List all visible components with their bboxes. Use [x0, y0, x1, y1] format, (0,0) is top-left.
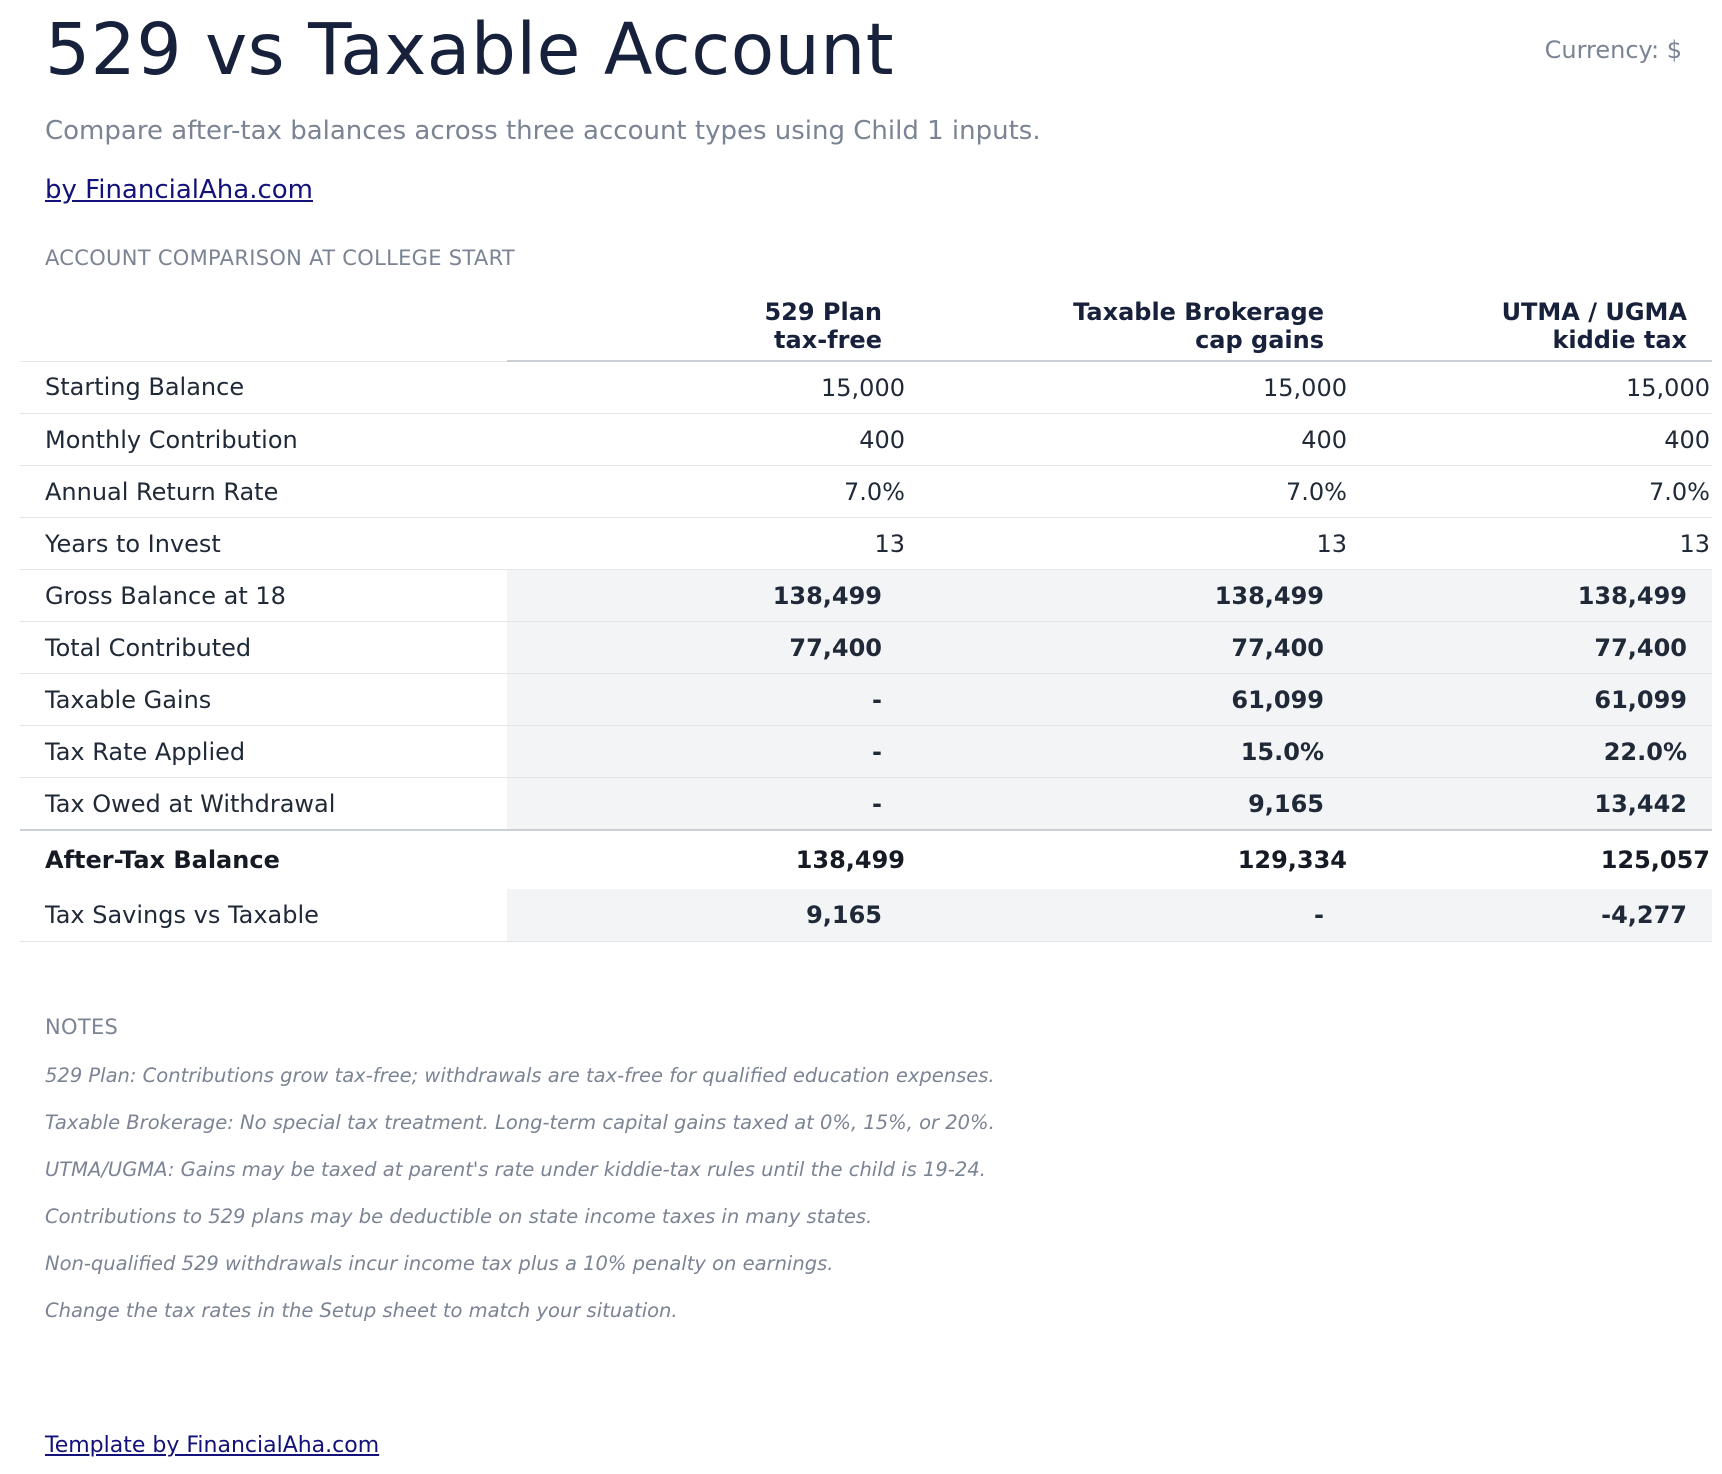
table-row-starting-balance	[20, 361, 1712, 414]
column-header-name: UTMA / UGMA	[1501, 298, 1687, 326]
row-label: Taxable Gains	[20, 674, 507, 726]
total-cell: 125,057	[1349, 830, 1712, 889]
calculated-cell: 138,499	[507, 570, 907, 622]
column-header-529	[507, 290, 907, 361]
row-label: After-Tax Balance	[20, 830, 507, 889]
row-label: Monthly Contribution	[20, 414, 507, 466]
column-header-utma	[1349, 290, 1712, 361]
calculated-cell: 77,400	[907, 622, 1349, 674]
table-row-total-contributed	[20, 622, 1712, 674]
input-cell[interactable]: 7.0%	[1349, 466, 1712, 518]
input-cell[interactable]: 15,000	[1349, 361, 1712, 414]
calculated-cell: 138,499	[907, 570, 1349, 622]
total-cell: 129,334	[907, 830, 1349, 889]
table-row-tax-rate-applied	[20, 726, 1712, 778]
calculated-cell: -4,277	[1349, 889, 1712, 942]
input-cell[interactable]: 400	[1349, 414, 1712, 466]
header-blank-cell	[20, 290, 507, 361]
row-label: Starting Balance	[20, 361, 507, 414]
row-label: Gross Balance at 18	[20, 570, 507, 622]
footer-link[interactable]: Template by FinancialAha.com	[45, 1433, 380, 1458]
column-header-name: 529 Plan	[764, 298, 882, 326]
calculated-cell: 61,099	[1349, 674, 1712, 726]
input-cell[interactable]: 400	[907, 414, 1349, 466]
note-item: UTMA/UGMA: Gains may be taxed at parent's rate under kiddie-tax rules until the child is 19-24.	[45, 1158, 986, 1181]
input-cell[interactable]: 15,000	[507, 361, 907, 414]
table-row-after-tax-balance	[20, 830, 1712, 889]
calculated-cell: -	[507, 674, 907, 726]
table-row-gross-balance	[20, 570, 1712, 622]
section-label-comparison: ACCOUNT COMPARISON AT COLLEGE START	[45, 246, 516, 270]
table-row-tax-owed	[20, 778, 1712, 831]
total-cell: 138,499	[507, 830, 907, 889]
table-row-monthly-contribution	[20, 414, 1712, 466]
section-label-notes: NOTES	[45, 1015, 119, 1039]
calculated-cell: 77,400	[507, 622, 907, 674]
table-header-row	[20, 290, 1712, 361]
calculated-cell: -	[507, 778, 907, 831]
note-item: 529 Plan: Contributions grow tax-free; withdrawals are tax-free for qualified education expenses.	[45, 1064, 995, 1087]
table-row-annual-return-rate	[20, 466, 1712, 518]
brand-link[interactable]: by FinancialAha.com	[45, 175, 313, 205]
calculated-cell: 77,400	[1349, 622, 1712, 674]
column-header-sub: cap gains	[1195, 326, 1324, 354]
input-cell[interactable]: 7.0%	[907, 466, 1349, 518]
row-label: Years to Invest	[20, 518, 507, 570]
calculated-cell: 15.0%	[907, 726, 1349, 778]
page-title: 529 vs Taxable Account	[45, 8, 895, 91]
input-cell[interactable]: 13	[907, 518, 1349, 570]
input-cell[interactable]: 13	[507, 518, 907, 570]
column-header-sub: tax-free	[774, 326, 882, 354]
input-cell[interactable]: 7.0%	[507, 466, 907, 518]
table-row-tax-savings	[20, 889, 1712, 942]
table-row-years-to-invest	[20, 518, 1712, 570]
table-row-taxable-gains	[20, 674, 1712, 726]
note-item: Contributions to 529 plans may be deductible on state income taxes in many states.	[45, 1205, 873, 1228]
note-item: Taxable Brokerage: No special tax treatment. Long-term capital gains taxed at 0%, 15%, or 20%.	[45, 1111, 995, 1134]
currency-label: Currency: $	[1544, 36, 1682, 64]
comparison-table	[20, 290, 1712, 942]
column-header-sub: kiddie tax	[1552, 326, 1687, 354]
calculated-cell: 9,165	[907, 778, 1349, 831]
row-label: Tax Owed at Withdrawal	[20, 778, 507, 831]
row-label: Tax Savings vs Taxable	[20, 889, 507, 942]
row-label: Total Contributed	[20, 622, 507, 674]
note-item: Non-qualified 529 withdrawals incur income tax plus a 10% penalty on earnings.	[45, 1252, 834, 1275]
input-cell[interactable]: 15,000	[907, 361, 1349, 414]
calculated-cell: 138,499	[1349, 570, 1712, 622]
calculated-cell: 22.0%	[1349, 726, 1712, 778]
calculated-cell: -	[907, 889, 1349, 942]
input-cell[interactable]: 400	[507, 414, 907, 466]
row-label: Annual Return Rate	[20, 466, 507, 518]
calculated-cell: 9,165	[507, 889, 907, 942]
row-label: Tax Rate Applied	[20, 726, 507, 778]
calculated-cell: -	[507, 726, 907, 778]
note-item: Change the tax rates in the Setup sheet to match your situation.	[45, 1299, 678, 1322]
column-header-name: Taxable Brokerage	[1073, 298, 1324, 326]
input-cell[interactable]: 13	[1349, 518, 1712, 570]
page-subtitle: Compare after-tax balances across three account types using Child 1 inputs.	[45, 116, 1041, 146]
calculated-cell: 61,099	[907, 674, 1349, 726]
column-header-taxable	[907, 290, 1349, 361]
calculated-cell: 13,442	[1349, 778, 1712, 831]
